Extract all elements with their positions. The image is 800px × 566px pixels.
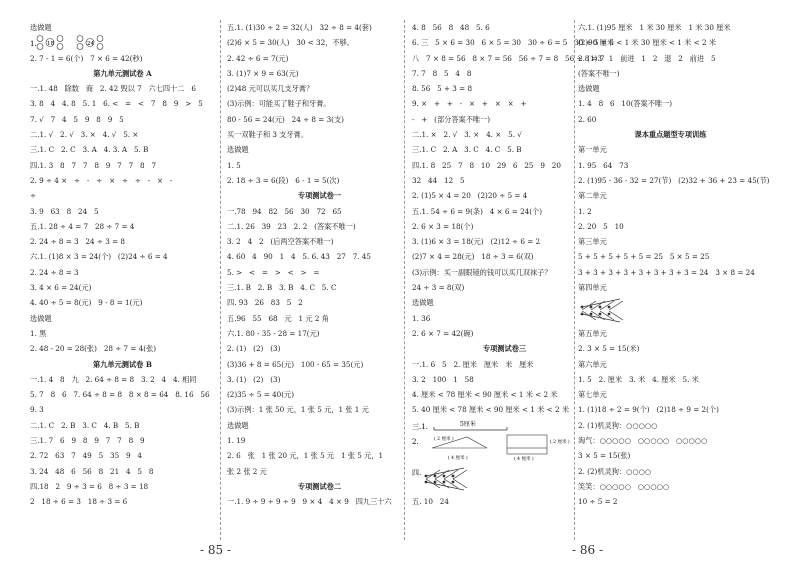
svg-text:( 4 厘米 ): ( 4 厘米 ) bbox=[448, 456, 468, 462]
answer-line: 一.1. 4 8 九 2. 64 ÷ 8 = 8 3. 2 4 4. 相同 bbox=[30, 374, 197, 384]
answer-line: 选做题 bbox=[30, 23, 52, 32]
answer-line: 一.1. 6 5 2. 厘米 厘米 米 厘米 bbox=[412, 359, 534, 369]
section-heading: 第九单元测试卷 B bbox=[93, 359, 152, 369]
answer-line: (3)示例：1 张 50 元，1 张 5 元，1 张 1 元 bbox=[227, 405, 369, 415]
answer-line: 五. 10 24 bbox=[412, 497, 449, 507]
answer-line: 2. 24 ÷ 8 = 3 bbox=[30, 267, 79, 277]
answer-line: (3)36 + 8 = 65(元) 100 - 65 = 35(元) bbox=[227, 359, 364, 369]
circle-center-number: 18 bbox=[47, 41, 54, 48]
shapes-figure bbox=[412, 433, 597, 448]
answer-line: 八 7 × 8 = 56 8 × 7 = 56 56 ÷ 7 = 8 56 ÷ 8 = 7 bbox=[412, 53, 605, 63]
answer-line: 第六单元 bbox=[578, 359, 607, 369]
circle-center-number: 24 bbox=[87, 41, 94, 48]
ruler-label: 5厘米 bbox=[460, 420, 476, 428]
svg-text:四.: 四. bbox=[412, 468, 422, 477]
answer-line: 1. 黑 bbox=[30, 328, 47, 338]
answer-line: 1. 36 bbox=[412, 313, 431, 323]
answer-line: 五.1. (1)30 ÷ 2 = 32(人) 32 ÷ 8 = 4(套) bbox=[227, 23, 372, 32]
answer-line: 2. (1)95 - 36 - 32 = 27(节) (2)32 + 36 + 23 = 45(节) bbox=[578, 175, 770, 185]
svg-text:( 2 厘米 ): ( 2 厘米 ) bbox=[550, 440, 570, 446]
circles-figure bbox=[30, 35, 215, 50]
answer-line: 3 × 5 = 15(张) bbox=[578, 451, 631, 461]
answer-line: (2)35 ÷ 5 = 40(元) bbox=[227, 390, 295, 400]
answer-line: 四.1. 3 8 7 7 8 9 7 7 8 7 bbox=[30, 160, 157, 170]
answer-line: 买一双鞋子和 3 支牙膏。 bbox=[227, 130, 309, 140]
answer-line: 2. 18 ÷ 3 = 6(段) 6 - 1 = 5(次) bbox=[227, 175, 340, 185]
answer-line: 2. 24 ÷ 8 = 3 24 ÷ 3 = 8 bbox=[30, 237, 125, 247]
answer-line: (2)7 × 4 = 28(元) 18 ÷ 3 = 6(双) bbox=[412, 252, 534, 262]
answer-line: - + (部分答案不唯一) bbox=[412, 114, 491, 124]
answer-line: 一.1. 48 除数 商 2. 42 毁以 7 六七四十二 6 bbox=[30, 84, 196, 94]
answer-line: ÷ bbox=[30, 191, 37, 201]
answer-line: 2. 9 ÷ 4 × ÷ - ÷ × ÷ ÷ - × - bbox=[30, 175, 173, 185]
answer-line: 笑笑：○○○○○ ○○○○○ bbox=[578, 481, 670, 491]
answer-line: 10 ÷ 5 = 2 bbox=[578, 497, 618, 507]
answer-line: (2)6 × 5 = 30(人) 30 < 32，不够。 bbox=[227, 38, 354, 48]
svg-text:( 4 厘米 ): ( 4 厘米 ) bbox=[514, 457, 534, 463]
answer-line: 5. > < = > < > = bbox=[227, 267, 320, 277]
answer-line: 二.1. √ 2. √ 3. × 4. √ 5. × bbox=[30, 130, 139, 140]
answer-line: 三.1. B 2. B 3. B 4. C 5. C bbox=[227, 283, 337, 293]
answer-line: 2. (1) (2) (3) bbox=[227, 344, 281, 354]
answer-line: 六.1. (1)8 × 3 = 24(个) (2)24 ÷ 6 = 4 bbox=[30, 252, 168, 262]
answer-line: 4. 厘米 < 78 厘米 < 90 厘米 < 1 米 < 2 米 bbox=[412, 390, 558, 400]
shapes2-figure bbox=[412, 448, 597, 463]
answer-line: 三.1. C 2. A 3. C 4. C 5. B bbox=[412, 145, 522, 155]
answer-line: 2. 6 × 7 = 42(碗) bbox=[412, 328, 474, 338]
answer-line: 一.78 94 82 56 30 72 65 bbox=[227, 206, 342, 216]
answer-line: 第三单元 bbox=[578, 237, 607, 247]
answer-line: 80 - 56 = 24(元) 24 ÷ 8 = 3(支) bbox=[227, 114, 344, 124]
answer-line: 9. × + + - × + × × + bbox=[412, 99, 527, 109]
answer-line: 四. 93 26 83 5 2 bbox=[227, 298, 303, 308]
answer-line: (3)示例：买一副眼镜的钱可以买几双袜子？ bbox=[412, 267, 552, 277]
section-heading: 专项测试卷一 bbox=[297, 191, 342, 201]
answer-line: 第四单元 bbox=[578, 283, 607, 293]
answer-line: 第一单元 bbox=[578, 145, 607, 155]
answer-line: 选做题 bbox=[227, 420, 249, 430]
answer-line: 第二单元 bbox=[578, 191, 607, 201]
ruler-figure bbox=[412, 418, 597, 433]
answer-line: 4. 8 56 8 48 5. 6 bbox=[412, 23, 490, 32]
answer-line: 32 44 12 5 bbox=[412, 175, 465, 185]
page-number-left: - 85 - bbox=[200, 543, 232, 557]
answer-line: 2. 6 × 3 = 18(个) bbox=[412, 221, 474, 231]
answer-line: (3)示例：可能买了鞋子和牙膏。 bbox=[227, 99, 331, 109]
answer-line: 三.1. 7 6 9 8 9 7 7 8 9 bbox=[30, 436, 145, 446]
answer-line: 3. 2 4 2 (后两空答案不唯一) bbox=[227, 237, 334, 247]
answer-line: 五.1. 54 ÷ 6 = 9(条) 4 × 6 = 24(个) bbox=[412, 206, 543, 216]
answer-line: 选做题 bbox=[412, 298, 434, 308]
answer-line: 4. 60 4 90 1 4 5. 6. 43 27 7. 45 bbox=[227, 252, 371, 262]
answer-line: 2. 60 bbox=[578, 114, 597, 124]
answer-line: 张 2 张 2 元 bbox=[227, 466, 267, 476]
answer-line: 六.1. 80 - 35 - 28 = 17(元) bbox=[227, 328, 320, 338]
answer-line: 3. (1) (2) (3) bbox=[227, 374, 281, 384]
svg-text:( 2 厘米 ): ( 2 厘米 ) bbox=[434, 437, 454, 443]
cross2-figure bbox=[578, 311, 763, 326]
answer-line: 7. 7 8 5 4 8 bbox=[412, 68, 472, 78]
answer-line: 9. 3 bbox=[30, 405, 44, 415]
answer-line: 淘气：○○○○○ ○○○○○ ○○○○○ bbox=[578, 436, 708, 446]
cross-figure bbox=[578, 295, 763, 310]
answer-line: 2. 20 5 10 bbox=[578, 221, 624, 231]
answer-line: 2. 3 × 5 = 15(米) bbox=[578, 344, 640, 354]
answer-line: 6. 三 5 × 6 = 30 6 × 5 = 30 30 ÷ 6 = 5 30 ÷ 5 = 6 bbox=[412, 38, 614, 48]
answer-line: 四.18 2 9 ÷ 3 = 6 8 ÷ 3 = 18 bbox=[30, 481, 149, 491]
answer-line: 3 + 3 + 3 + 3 + 3 + 3 + 3 + 3 = 24 3 × 8 = 24 bbox=[578, 267, 755, 277]
answer-line: 二.1. C 2. B 3. C 4. B 5. B bbox=[30, 420, 140, 430]
answer-line: (2)90 厘米 < 1 米 30 厘米 < 1 米 < 2 米 bbox=[578, 38, 716, 48]
answer-line: 三.1. C 2. C 3. A 4. 3. A 5. B bbox=[30, 145, 149, 155]
answer-line: 二.1. × 2. √ 3. × 4. × 5. √ bbox=[412, 130, 522, 140]
answer-line: 3. 4 × 6 = 24(元) bbox=[30, 283, 92, 293]
lines-figure bbox=[412, 464, 597, 479]
lines2-figure bbox=[412, 479, 597, 494]
answer-line: 六.1. (1)95 厘米 1 米 30 厘米 1 米 30 厘米 bbox=[578, 23, 731, 32]
answer-line: 3. 8 4 4. 8 5. 1 6. < = < 7 8 9 > 5 bbox=[30, 99, 203, 109]
answer-line: 5. 7 8 6 7. 64 ÷ 8 = 8 8 × 8 = 64 8. 16 56 bbox=[30, 390, 210, 400]
answer-line: 4. 40 ÷ 5 = 8(元) 9 - 8 = 1(元) bbox=[30, 298, 143, 308]
answer-line: 2. 7 - 1 = 6(个) 7 × 6 = 42(秒) bbox=[30, 53, 143, 63]
svg-text:2.: 2. bbox=[412, 438, 419, 447]
answer-line: 四.1. 8 25 7 8 10 29 6 25 9 20 bbox=[412, 160, 561, 170]
answer-line: 选做题 bbox=[227, 145, 249, 155]
answer-line: 五.1. 28 ÷ 4 = 7 28 ÷ 7 = 4 bbox=[30, 221, 135, 231]
answer-line: 2. 72 63 7 49 5 35 9 4 bbox=[30, 451, 142, 461]
section-heading: 专项测试卷三 bbox=[482, 344, 527, 354]
answer-line: 5. 40 厘米 < 78 厘米 < 90 厘米 < 1 米 < 2 米 bbox=[412, 405, 570, 415]
page-number-right: - 86 - bbox=[572, 543, 604, 557]
section-heading: 第九单元测试卷 A bbox=[93, 68, 152, 78]
answer-line: 24 ÷ 3 = 8(双) bbox=[412, 283, 465, 293]
answer-line: 1. 19 bbox=[227, 436, 246, 446]
answer-line: 2. 42 ÷ 6 = 7(元) bbox=[227, 53, 289, 63]
answer-line: 1. 2 bbox=[578, 206, 592, 216]
answer-line: 五.96 55 68 元 1 元 2 角 bbox=[227, 313, 329, 323]
answer-line: 2. (1)机灵狗：○○○○○ bbox=[578, 420, 658, 430]
answer-line: 2. 48 - 20 = 28(张) 28 ÷ 7 = 4(张) bbox=[30, 344, 157, 354]
answer-line: 3. 9 63 8 24 5 bbox=[30, 206, 99, 216]
column-divider bbox=[220, 20, 221, 540]
answer-line: 2 18 ÷ 6 = 3 18 ÷ 3 = 6 bbox=[30, 497, 128, 507]
answer-line: 8. 56 5 + 3 = 8 bbox=[412, 84, 473, 94]
answer-line: 1. 5 bbox=[227, 160, 241, 170]
answer-line: (2)48 元可以买几支牙膏？ bbox=[227, 84, 314, 94]
answer-line: 7. √ 7 4 5 9 8 9 5 bbox=[30, 114, 124, 124]
answer-line: 第五单元 bbox=[578, 328, 607, 338]
answer-column-2 bbox=[227, 20, 412, 510]
answer-column-1 bbox=[30, 20, 215, 510]
answer-line: 3. 2 100 1 58 bbox=[412, 374, 474, 384]
answer-line: 1. (1)18 ÷ 2 = 9(个) (2)18 ÷ 9 = 2(个) bbox=[578, 405, 719, 415]
answer-line: 2. (1)3 1 前进 1 2 退 2 前进 5 bbox=[578, 53, 716, 63]
answer-line: 2. (2)机灵狗：○○○○ bbox=[578, 466, 652, 476]
answer-line: 5 + 5 + 5 + 5 + 5 = 25 5 × 5 = 25 bbox=[578, 252, 710, 262]
answer-line: 3. 24 48 6 56 8 21 4 5 8 bbox=[30, 466, 154, 476]
svg-text:三.1.: 三.1. bbox=[412, 422, 428, 431]
answer-line: 一.1. 9 ÷ 9 ÷ 9 ÷ 9 9 × 4 4 × 9 四九三十六 bbox=[227, 497, 392, 507]
section-heading: 课本重点题型专项训练 bbox=[634, 130, 707, 140]
answer-line: 第七单元 bbox=[578, 390, 607, 400]
column-divider bbox=[574, 20, 575, 540]
answer-line: 选做题 bbox=[578, 84, 600, 94]
answer-line: 3. (1)7 × 9 = 63(元) bbox=[227, 68, 299, 78]
column-divider bbox=[404, 20, 405, 540]
answer-column-4 bbox=[578, 20, 770, 510]
svg-text:1.: 1. bbox=[30, 40, 37, 49]
answer-line: 1. 5 2. 厘米 3. 米 4. 厘米 5. 米 bbox=[578, 374, 699, 384]
answer-line: 1. 4 8 6 10(答案不唯一) bbox=[578, 99, 673, 109]
answer-line: 二.1. 26 39 23 2. 2 (答案不唯一) bbox=[227, 221, 356, 231]
answer-line: 2. 6 张 1 张 20 元，1 张 5 元 1 张 5 元，1 bbox=[227, 451, 384, 461]
answer-line: (答案不唯一) bbox=[578, 68, 620, 78]
answer-line: 3. (1)6 × 3 = 18(元) (2)12 ÷ 6 = 2 bbox=[412, 237, 541, 247]
answer-line: 选做题 bbox=[30, 313, 52, 323]
answer-line: 1. 95 64 73 bbox=[578, 160, 629, 170]
answer-line: 2. (1)5 × 4 = 20 (2)20 ÷ 5 = 4 bbox=[412, 191, 528, 201]
section-heading: 专项测试卷二 bbox=[297, 481, 342, 491]
